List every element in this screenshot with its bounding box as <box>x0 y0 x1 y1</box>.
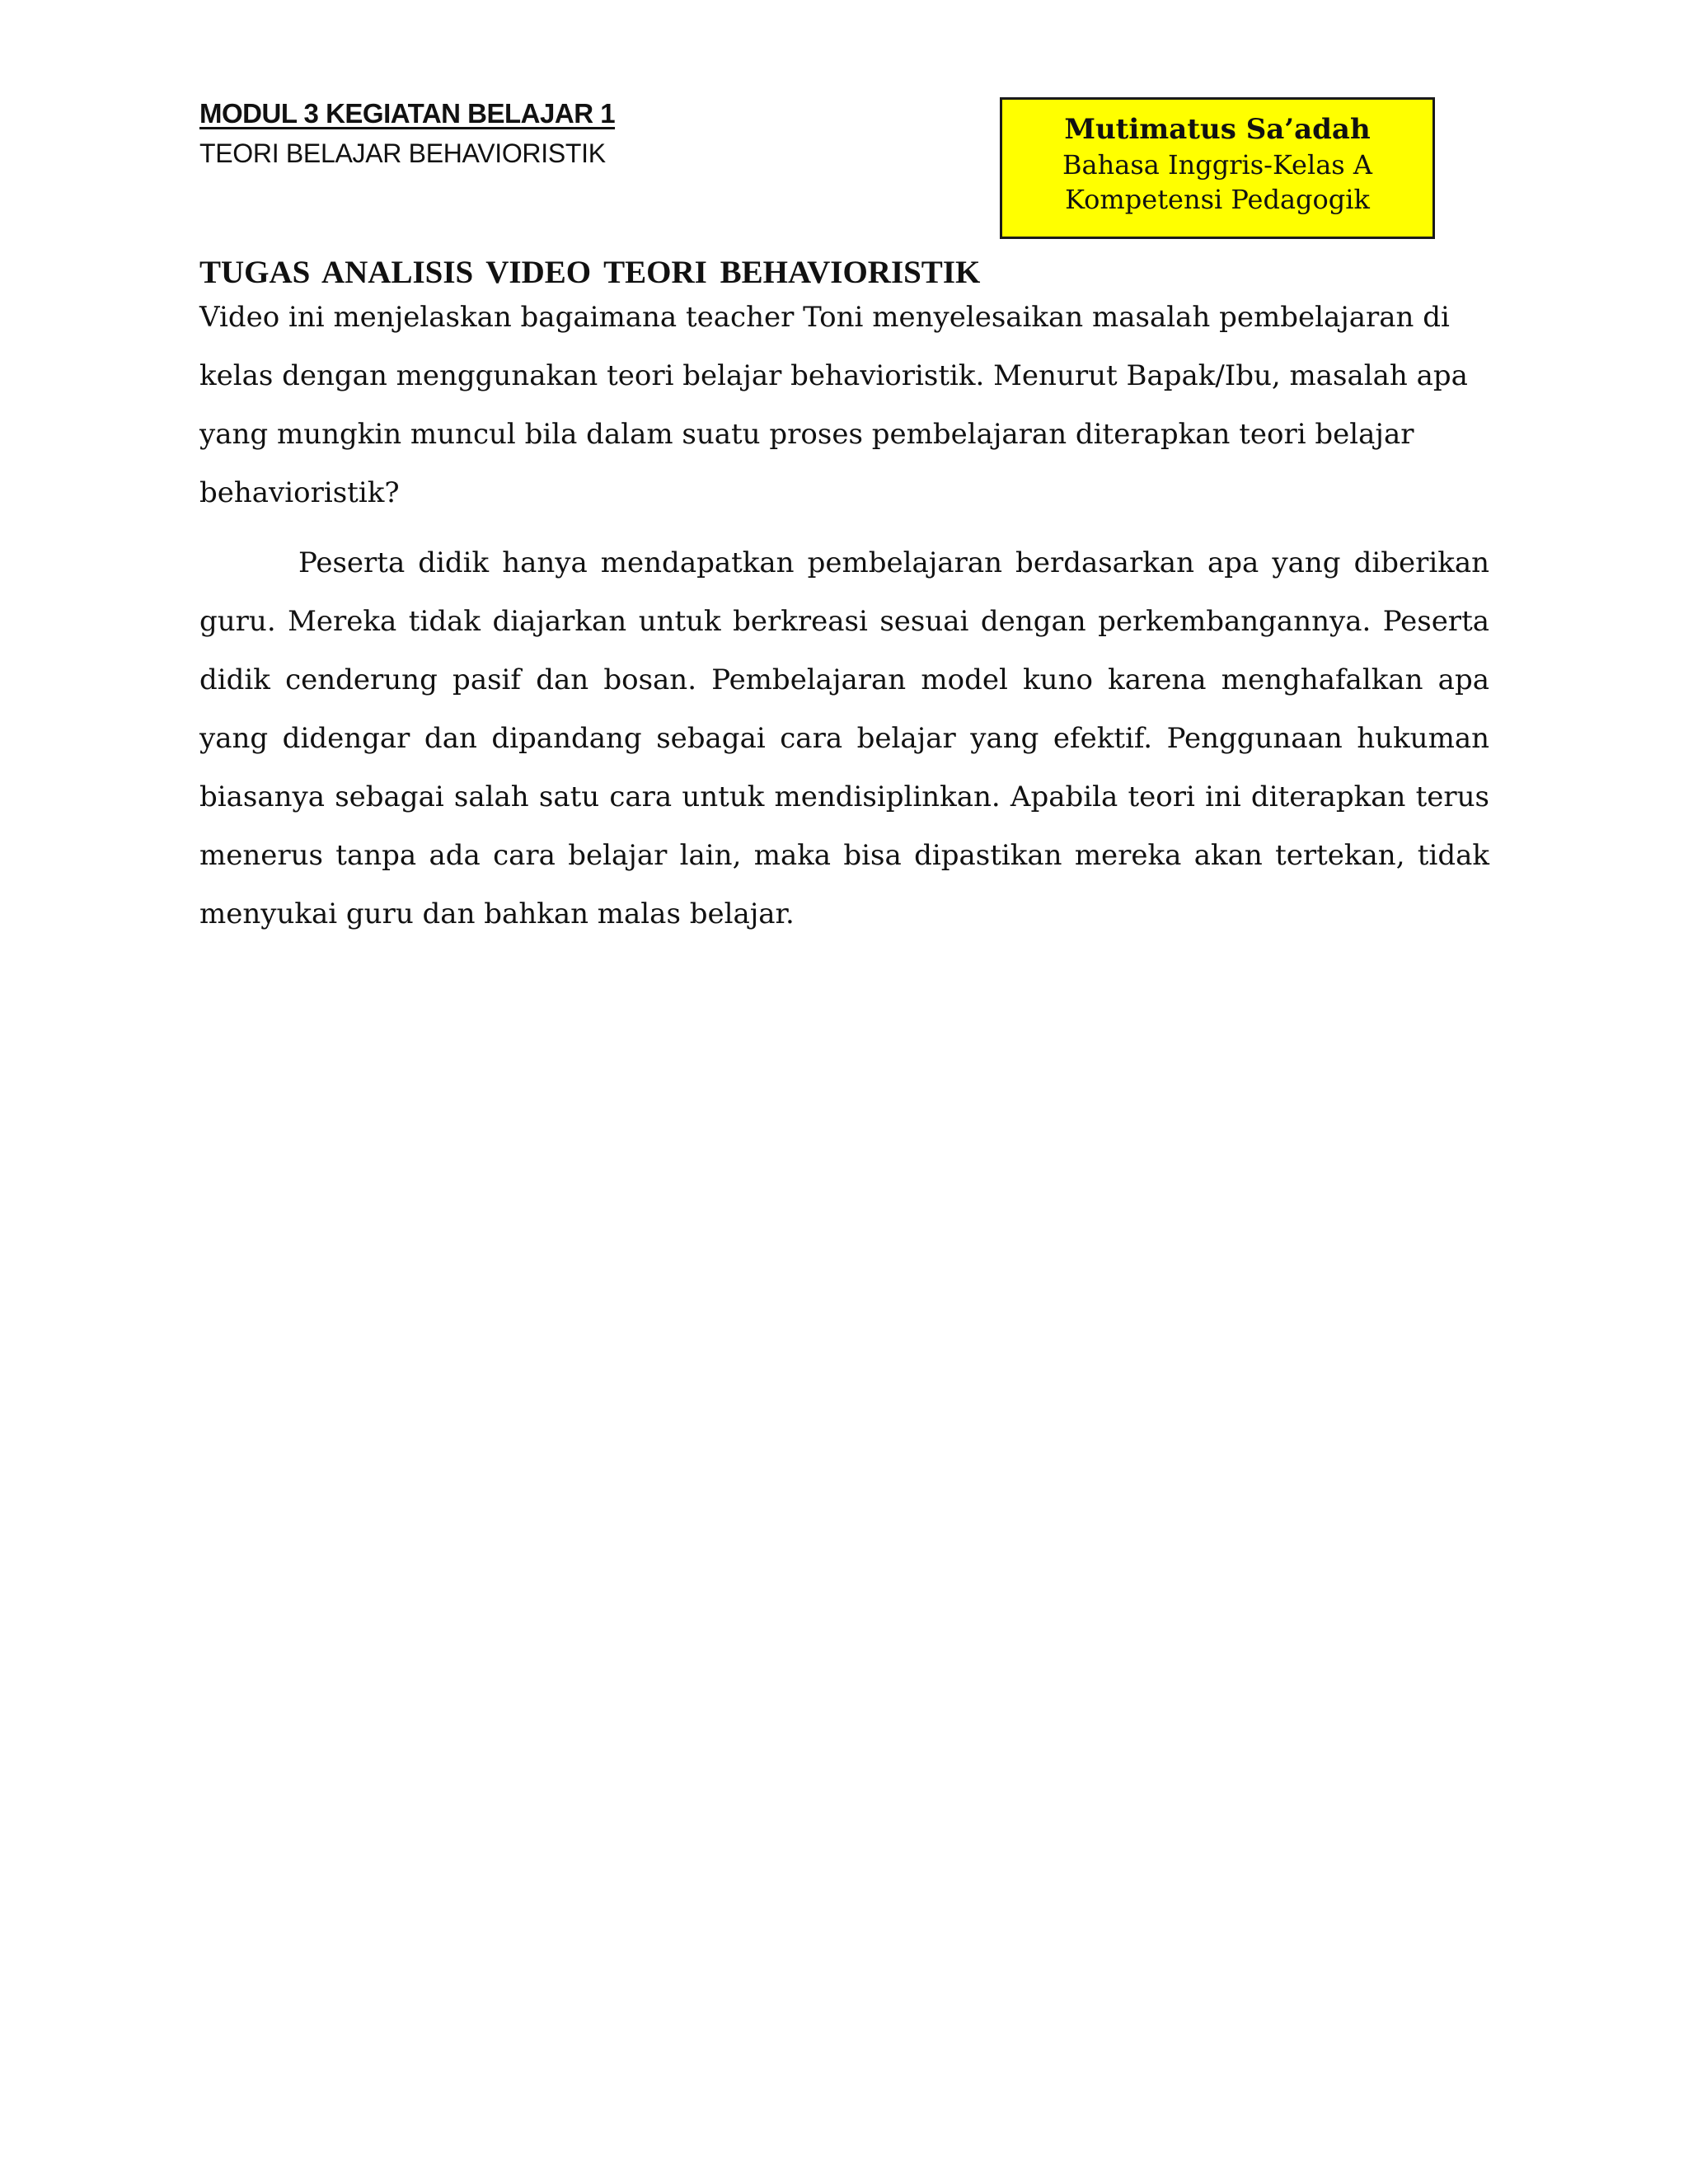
task-question: Video ini menjelaskan bagaimana teacher Toni menyelesaikan masalah pembelajaran di kelas dengan menggunakan teori belajar behavioristik. Menurut Bapak/Ibu, masalah apa yang mungkin muncul bila dalam suatu proses pembelajaran diterapkan teori belajar behavioristik? <box>199 301 1468 509</box>
author-info-box <box>1000 97 1435 239</box>
task-heading: TUGAS ANALISIS VIDEO TEORI BEHAVIORISTIK <box>199 255 981 290</box>
author-class: Bahasa Inggris-Kelas A <box>1062 149 1372 180</box>
module-subtitle: TEORI BELAJAR BEHAVIORISTIK <box>199 138 606 168</box>
module-title: MODUL 3 KEGIATAN BELAJAR 1 <box>199 98 616 129</box>
author-competency: Kompetensi Pedagogik <box>1065 184 1370 215</box>
task-answer: Peserta didik hanya mendapatkan pembelajaran berdasarkan apa yang diberikan guru. Mereka tidak diajarkan untuk berkreasi sesuai dengan perkembangannya. Peserta didik cenderung pasif dan bosan. Pembelajaran model kuno karena menghafalkan apa yang didengar dan dipandang sebagai cara belajar yang efektif. Penggunaan hukuman biasanya sebagai salah satu cara untuk mendisiplinkan. Apabila teori ini diterapkan terus menerus tanpa ada cara belajar lain, maka bisa dipastikan mereka akan tertekan, tidak menyukai guru dan bahkan malas belajar. <box>199 546 1489 930</box>
author-name: Mutimatus Sa’adah <box>1064 113 1371 146</box>
